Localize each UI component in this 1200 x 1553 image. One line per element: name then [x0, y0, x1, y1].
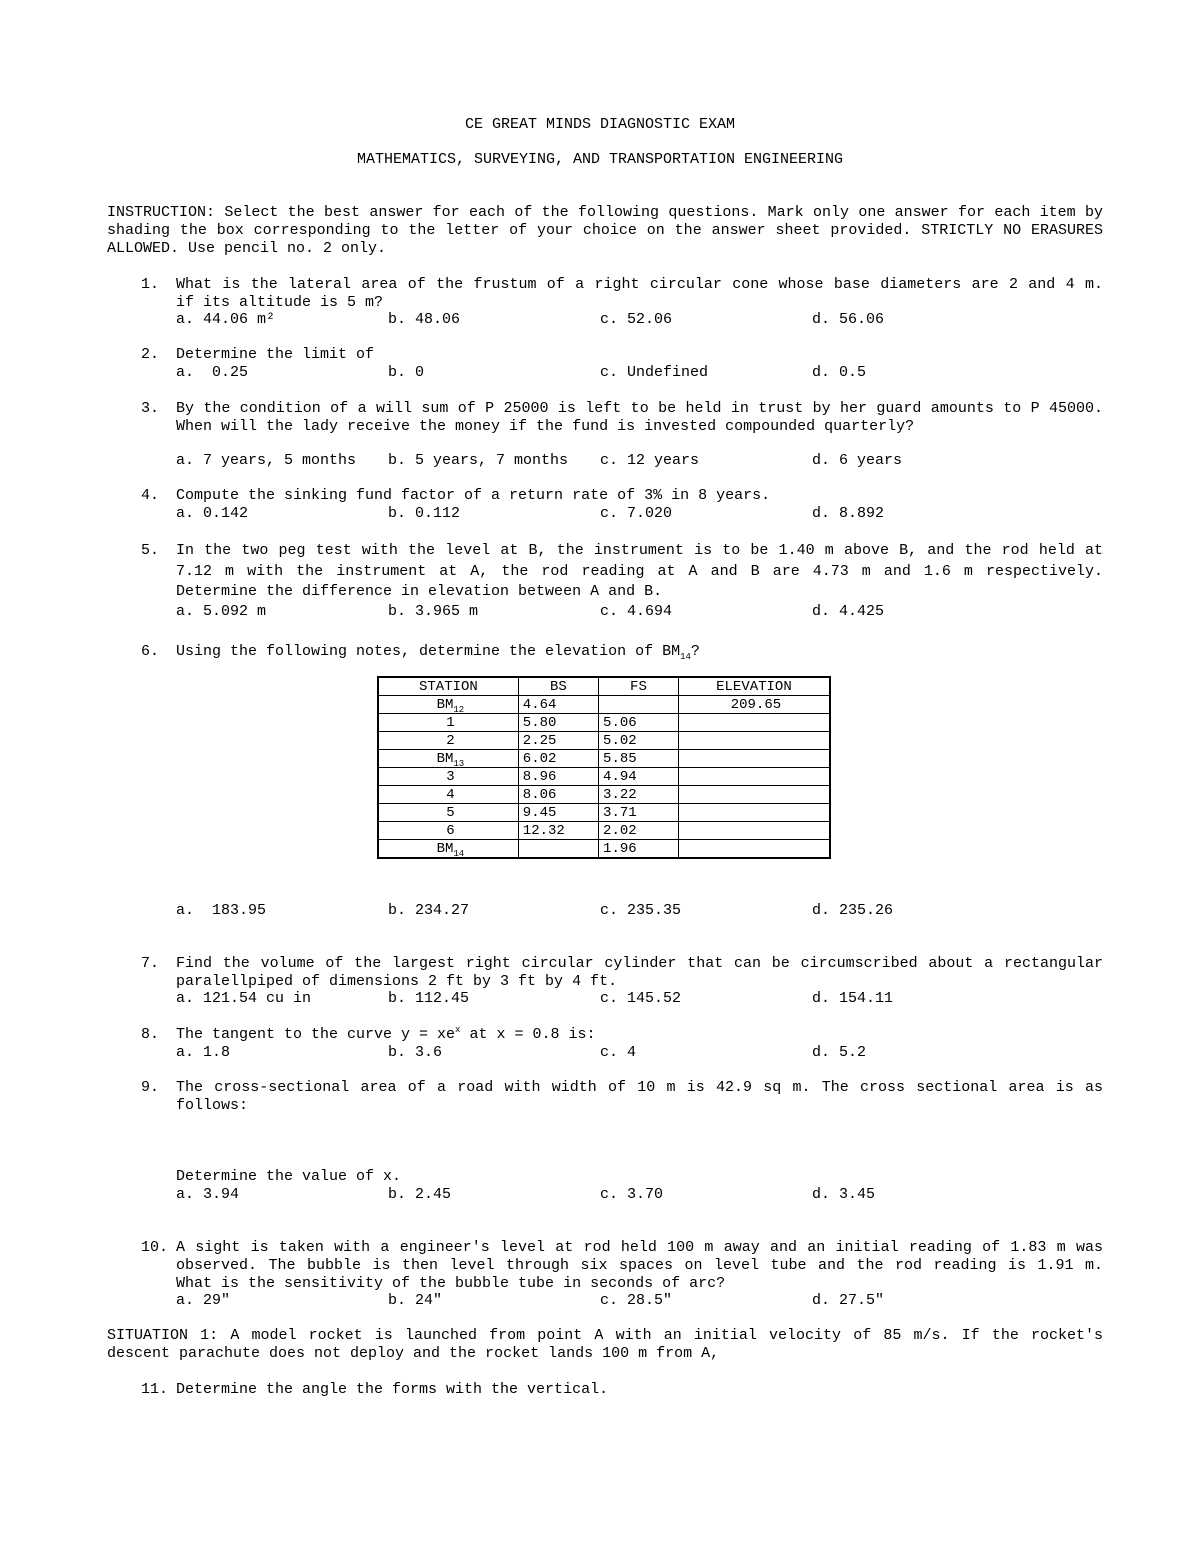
cell-station: $BM_{12}$	[378, 696, 518, 714]
table-row	[378, 768, 830, 786]
cell-station: 6	[378, 822, 518, 840]
header-station: STATION	[378, 677, 518, 696]
cell-bs: 12.32	[518, 822, 598, 840]
choice-b: b. 2.45	[388, 1186, 452, 1203]
choice-b: b. 0.112	[388, 505, 461, 522]
cell-bs: 4.64	[518, 696, 598, 714]
choice-d: d. 3.45	[812, 1186, 876, 1203]
cell-fs: 3.22	[599, 786, 679, 804]
choice-d: d. 154.11	[812, 990, 894, 1007]
question-7-choices	[176, 990, 1103, 1008]
question-text: In the two peg test with the level at B, the instrument is to be 1.40 m above B, and the rod held at 7.12 m with the instrument at A, the rod reading at A and B are 4.73 m and 1.6 m respectively. Determine the difference in elevation between A and B.	[176, 542, 1113, 600]
cell-elevation	[678, 840, 830, 859]
question-text: Determine the angle the forms with the vertical.	[176, 1381, 609, 1398]
choice-c: c. 4.694	[600, 603, 673, 620]
choice-d: d. 5.2	[812, 1044, 867, 1061]
choice-b: b. 3.965 m	[388, 603, 479, 620]
question-text-continued: Determine the value of x.	[176, 1168, 402, 1185]
question-7	[141, 955, 1113, 991]
choice-b: b. 112.45	[388, 990, 470, 1007]
choice-d: d. 0.5	[812, 364, 867, 381]
choice-a: a. 0.142	[176, 505, 249, 522]
cell-fs: 3.71	[599, 804, 679, 822]
instruction-text: INSTRUCTION: Select the best answer for each of the following questions. Mark only one answer for each item by shading the box corresponding to the letter of your choice on the answer sheet provided. STRICTLY NO ERASURES ALLOWED. Use pencil no. 2 only.	[107, 204, 1103, 257]
question-8-choices	[176, 1044, 1103, 1062]
choice-d: d. 27.5"	[812, 1292, 885, 1309]
table-row	[378, 840, 830, 859]
choice-a: a. 121.54 cu in	[176, 990, 312, 1007]
exam-subtitle: MATHEMATICS, SURVEYING, AND TRANSPORTATION ENGINEERING	[356, 151, 844, 168]
choice-c: c. 3.70	[600, 1186, 664, 1203]
cell-bs: 8.96	[518, 768, 598, 786]
cell-fs: 5.85	[599, 750, 679, 768]
question-text: The tangent to the curve $y = xe^x$ at x = 0.8 is:	[176, 1025, 596, 1043]
level-notes-table	[377, 676, 831, 859]
cell-fs: 5.06	[599, 714, 679, 732]
table-row	[378, 750, 830, 768]
question-text: Determine the limit of	[176, 346, 375, 363]
choice-b: b. 234.27	[388, 902, 470, 919]
choice-c: c. 4	[600, 1044, 637, 1061]
cell-station: $BM_{14}$	[378, 840, 518, 859]
cell-station: 1	[378, 714, 518, 732]
choice-a: a. 7 years, 5 months	[176, 452, 357, 469]
question-5	[141, 541, 1113, 603]
question-text: By the condition of a will sum of P 25000 is left to be held in trust by her guard amounts to P 45000. When will the lady receive the money if the fund is invested compounded quarterly?	[176, 400, 1113, 435]
cell-bs: 6.02	[518, 750, 598, 768]
question-number: 2.	[141, 346, 160, 363]
choice-a: a. 44.06 m²	[176, 311, 276, 328]
choice-c: c. 235.35	[600, 902, 682, 919]
choice-c: c. 7.020	[600, 505, 673, 522]
choice-d: d. 56.06	[812, 311, 885, 328]
exam-title: CE GREAT MINDS DIAGNOSTIC EXAM	[464, 116, 736, 133]
cell-fs	[599, 696, 679, 714]
question-number: 6.	[141, 643, 160, 660]
question-text: What is the lateral area of the frustum of a right circular cone whose base diameters are 2 and 4 m. if its altitude is 5 m?	[176, 276, 1113, 311]
cell-bs: 5.80	[518, 714, 598, 732]
question-3-choices	[176, 452, 1103, 470]
question-text: The cross-sectional area of a road with width of 10 m is 42.9 sq m. The cross sectional area is as follows:	[176, 1079, 1113, 1114]
choice-a: a. 0.25	[176, 364, 249, 381]
cell-elevation	[678, 714, 830, 732]
choice-d: d. 4.425	[812, 603, 885, 620]
header-elevation: ELEVATION	[678, 677, 830, 696]
cell-elevation	[678, 768, 830, 786]
cell-elevation	[678, 786, 830, 804]
header-fs: FS	[599, 677, 679, 696]
cell-elevation	[678, 750, 830, 768]
choice-b: b. 3.6	[388, 1044, 443, 1061]
question-number: 11.	[141, 1381, 169, 1398]
question-11	[141, 1381, 1103, 1399]
question-number: 1.	[141, 276, 160, 293]
cell-station: 3	[378, 768, 518, 786]
choice-b: b. 5 years, 7 months	[388, 452, 569, 469]
question-text: A sight is taken with a engineer's level at rod held 100 m away and an initial reading of 1.83 m was observed. The bubble is then level through six spaces on level tube and the rod reading is 1.91 m. What is the sensitivity of the bubble tube in seconds of arc?	[176, 1239, 1113, 1292]
choice-d: d. 235.26	[812, 902, 894, 919]
question-10	[141, 1239, 1113, 1293]
header-bs: BS	[518, 677, 598, 696]
situation-1-text: SITUATION 1: A model rocket is launched from point A with an initial velocity of 85 m/s. If the rocket's descent parachute does not deploy and the rocket lands 100 m from A,	[107, 1327, 1103, 1362]
cell-station: 4	[378, 786, 518, 804]
choice-a: a. 5.092 m	[176, 603, 267, 620]
choice-b: b. 24"	[388, 1292, 443, 1309]
cell-elevation: 209.65	[678, 696, 830, 714]
cell-bs	[518, 840, 598, 859]
cell-bs: 2.25	[518, 732, 598, 750]
cell-elevation	[678, 732, 830, 750]
question-1-choices	[176, 311, 1103, 329]
choice-a: a. 1.8	[176, 1044, 231, 1061]
cell-station: $BM_{13}$	[378, 750, 518, 768]
cell-elevation	[678, 822, 830, 840]
choice-d: d. 6 years	[812, 452, 903, 469]
question-3	[141, 400, 1113, 436]
question-number: 4.	[141, 487, 160, 504]
question-9-prompt	[141, 1168, 1103, 1186]
question-text: Compute the sinking fund factor of a return rate of 3% in 8 years.	[176, 487, 771, 504]
cell-elevation	[678, 804, 830, 822]
question-number: 5.	[141, 542, 160, 559]
question-2	[141, 346, 1103, 364]
choice-a: a. 29"	[176, 1292, 231, 1309]
choice-a: a. 183.95	[176, 902, 267, 919]
question-6-choices	[176, 902, 1103, 920]
choice-c: c. 28.5"	[600, 1292, 673, 1309]
question-number: 8.	[141, 1026, 160, 1043]
question-5-choices	[176, 603, 1103, 621]
cell-fs: 1.96	[599, 840, 679, 859]
cell-fs: 4.94	[599, 768, 679, 786]
question-number: 7.	[141, 955, 160, 972]
cell-fs: 2.02	[599, 822, 679, 840]
table-row	[378, 822, 830, 840]
question-4-choices	[176, 505, 1103, 523]
question-6	[141, 643, 1103, 661]
table-header-row	[378, 677, 830, 696]
question-8	[141, 1026, 1103, 1044]
cell-bs: 8.06	[518, 786, 598, 804]
question-10-choices	[176, 1292, 1103, 1310]
choice-c: c. 145.52	[600, 990, 682, 1007]
question-text: Using the following notes, determine the elevation of $BM_{14}$?	[176, 643, 700, 662]
choice-c: c. 12 years	[600, 452, 700, 469]
question-2-choices	[176, 364, 1103, 382]
choice-c: c. Undefined	[600, 364, 709, 381]
question-text: Find the volume of the largest right circular cylinder that can be circumscribed about a rectangular paralellpiped of dimensions 2 ft by 3 ft by 4 ft.	[176, 955, 1113, 990]
cell-bs: 9.45	[518, 804, 598, 822]
cell-station: 2	[378, 732, 518, 750]
table-row	[378, 732, 830, 750]
table-row	[378, 714, 830, 732]
table-row	[378, 804, 830, 822]
question-1	[141, 276, 1113, 312]
cell-fs: 5.02	[599, 732, 679, 750]
choice-a: a. 3.94	[176, 1186, 240, 1203]
table-row	[378, 786, 830, 804]
choice-b: b. 48.06	[388, 311, 461, 328]
question-number: 3.	[141, 400, 160, 417]
table-row	[378, 696, 830, 714]
cell-station: 5	[378, 804, 518, 822]
choice-d: d. 8.892	[812, 505, 885, 522]
question-number: 9.	[141, 1079, 160, 1096]
choice-b: b. 0	[388, 364, 425, 381]
question-9	[141, 1079, 1113, 1115]
question-4	[141, 487, 1103, 505]
choice-c: c. 52.06	[600, 311, 673, 328]
question-number: 10.	[141, 1239, 169, 1256]
question-9-choices	[176, 1186, 1103, 1204]
